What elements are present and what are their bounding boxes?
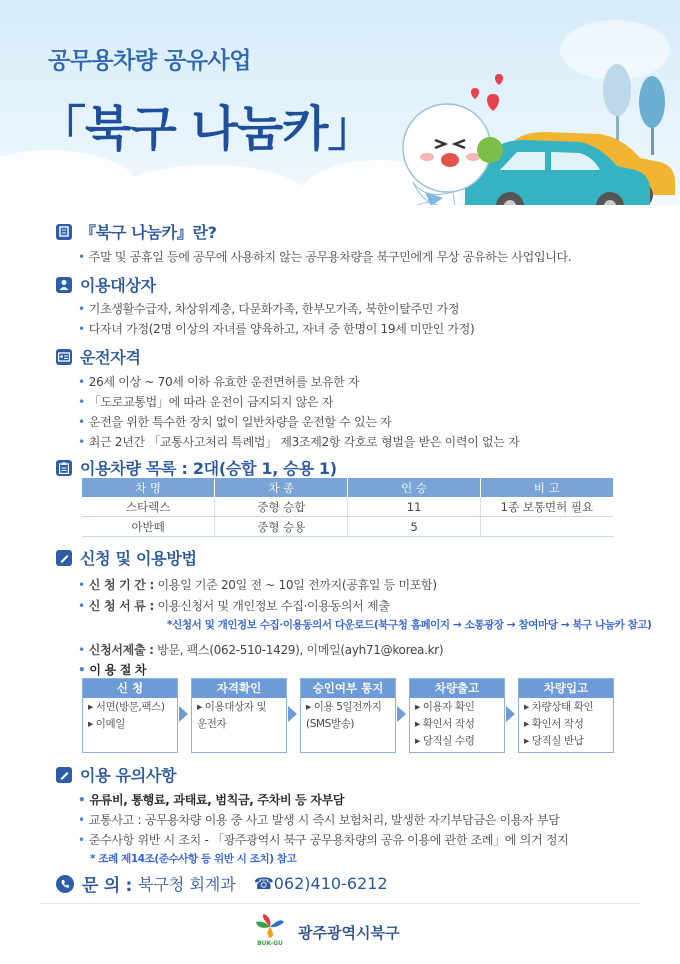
table-cell: 아반떼 <box>82 517 215 537</box>
process-step-line: ▸ 확인서 작성 <box>524 718 584 730</box>
table-row <box>82 497 613 517</box>
section-caution-title: 이용 유의사항 <box>80 766 177 785</box>
process-step-line: (SMS발송) <box>306 718 355 730</box>
mascot-car-illustration <box>395 60 680 205</box>
process-step-line: 운전자 <box>197 718 227 730</box>
table-header: 차 명 <box>82 478 215 497</box>
table-cell: 중형 승합 <box>215 497 348 517</box>
hero-banner <box>0 0 680 205</box>
contact-phone[interactable]: ☎062)410-6212 <box>253 874 388 893</box>
license-item: • 「도로교통법」에 따라 운전이 금지되지 않은 자 <box>78 393 333 410</box>
caution-item: • 교통사고 : 공무용차량 이용 중 사고 발생 시 즉시 보험처리, 발생한 자기부담금은 이용자 부담 <box>78 811 560 828</box>
hero-subtitle: 공무용차량 공유사업 <box>48 48 251 74</box>
apply-submit-value: 방문, 팩스(062-510-1429), 이메일(ayh71@korea.kr) <box>157 643 444 657</box>
section-license-title: 운전자격 <box>80 348 141 367</box>
target-item: • 기초생활수급자, 차상위계층, 다문화가족, 한부모가족, 북한이탈주민 가정 <box>78 300 459 317</box>
table-header: 차 종 <box>215 478 348 497</box>
heart-icon <box>471 74 503 111</box>
process-step-line: ▸ 이용자 확인 <box>415 701 475 713</box>
process-step <box>82 678 178 753</box>
phone-icon <box>56 875 74 893</box>
arrow-right-icon <box>179 706 188 722</box>
section-about-header <box>56 220 217 243</box>
footer-divider <box>40 903 640 904</box>
table-header: 인 승 <box>348 478 480 497</box>
table-cell: 1종 보통면허 필요 <box>480 497 613 517</box>
section-target-title: 이용대상자 <box>80 276 156 295</box>
apply-period <box>78 576 437 593</box>
apply-process-label: • 이 용 절 차 <box>78 661 146 678</box>
process-step-title: 차량출고 <box>410 679 504 698</box>
contact-dept: 북구청 회계과 <box>137 875 236 894</box>
process-step <box>300 678 396 753</box>
apply-submit-label: 신청서제출 : <box>88 643 154 657</box>
process-step-title: 차량입고 <box>519 679 613 698</box>
table-cell: 중형 승용 <box>215 517 348 537</box>
caution-item: • 준수사항 위반 시 조치 - 「광주광역시 북구 공무용차량의 공유 이용에 관한 조례」에 의거 정지 <box>78 831 568 848</box>
arrow-right-icon <box>506 706 515 722</box>
apply-docs-label: 신 청 서 류 : <box>88 599 154 613</box>
apply-docs-value: 이용신청서 및 개인정보 수집·이용동의서 제출 <box>157 599 390 613</box>
document-icon <box>56 224 72 240</box>
process-step-line: ▸ 서면(방문,팩스) <box>88 701 165 713</box>
license-item: • 최근 2년간 「교통사고처리 특례법」 제3조제2항 각호로 형벌을 받은 이력이 없는 자 <box>78 433 519 450</box>
table-cell <box>480 517 613 537</box>
arrow-right-icon <box>397 706 406 722</box>
table-cell: 스타렉스 <box>82 497 215 517</box>
process-step-line: ▸ 당직실 반납 <box>524 735 584 747</box>
apply-docs <box>78 597 390 614</box>
process-step-line: ▸ 당직실 수령 <box>415 735 475 747</box>
process-step-title: 신 청 <box>83 679 177 698</box>
process-step <box>191 678 287 753</box>
clipboard-icon <box>56 460 72 476</box>
section-vehicles-header <box>56 456 337 479</box>
contact-label: 문 의 : <box>82 876 132 896</box>
apply-docs-note: *신청서 및 개인정보 수집·이용동의서 다운로드(북구청 홈페이지 → 소통광장 → 참여마당 → 북구 나눔카 참고) <box>167 619 652 631</box>
section-apply-title: 신청 및 이용방법 <box>80 549 197 568</box>
apply-period-value: 이용일 기준 20일 전 ~ 10일 전까지(공휴일 등 미포함) <box>157 578 437 592</box>
process-step-line: ▸ 이용 5일전까지 <box>306 701 382 713</box>
process-step <box>518 678 614 753</box>
table-cell: 5 <box>348 517 480 537</box>
vehicle-table <box>82 478 613 537</box>
apply-submit <box>78 641 443 658</box>
pencil-icon <box>56 767 72 783</box>
about-item: • 주말 및 공휴일 등에 공무에 사용하지 않는 공무용차량을 북구민에게 무상 공유하는 사업입니다. <box>78 248 571 265</box>
section-target-header <box>56 273 156 296</box>
section-apply-header <box>56 546 197 569</box>
contact-row <box>56 871 388 896</box>
apply-period-label: 신 청 기 간 : <box>88 578 154 592</box>
caution-note: * 조례 제14조(준수사항 등 위반 시 조치) 참고 <box>90 853 297 865</box>
table-header: 비 고 <box>480 478 613 497</box>
section-vehicles-title: 이용차량 목록 : 2대(승합 1, 승용 1) <box>80 459 337 478</box>
process-step-line: ▸ 확인서 작성 <box>415 718 475 730</box>
footer-logo <box>250 914 399 950</box>
process-step-line: ▸ 이용대상자 및 <box>197 701 267 713</box>
section-about-title: 『북구 나눔카』란? <box>80 223 217 242</box>
section-license-header <box>56 345 141 368</box>
target-item: • 다자녀 가정(2명 이상의 자녀를 양육하고, 자녀 중 한명이 19세 미만인 가정) <box>78 320 474 337</box>
process-step-line: ▸ 차량상태 확인 <box>524 701 594 713</box>
license-item: • 운전을 위한 특수한 장치 없이 일반차량을 운전할 수 있는 자 <box>78 413 391 430</box>
id-card-icon <box>56 349 72 365</box>
pencil-icon <box>56 550 72 566</box>
process-step <box>409 678 505 753</box>
person-icon <box>56 277 72 293</box>
hero-title: 「북구 나눔카」 <box>38 101 375 157</box>
section-caution-header <box>56 763 176 786</box>
table-row <box>82 517 613 537</box>
footer-org-name: 광주광역시북구 <box>298 923 400 942</box>
license-item: • 26세 이상 ~ 70세 이하 유효한 운전면허를 보유한 자 <box>78 373 359 390</box>
process-step-title: 승인여부 통지 <box>301 679 395 698</box>
arrow-right-icon <box>288 706 297 722</box>
process-step-title: 자격확인 <box>192 679 286 698</box>
caution-item: • 유류비, 통행료, 과태료, 범칙금, 주차비 등 자부담 <box>78 791 344 808</box>
table-cell: 11 <box>348 497 480 517</box>
logo-text: BUK-GU <box>257 940 283 947</box>
bukgu-logo-icon <box>250 914 290 950</box>
process-step-line: ▸ 이메일 <box>88 718 126 730</box>
